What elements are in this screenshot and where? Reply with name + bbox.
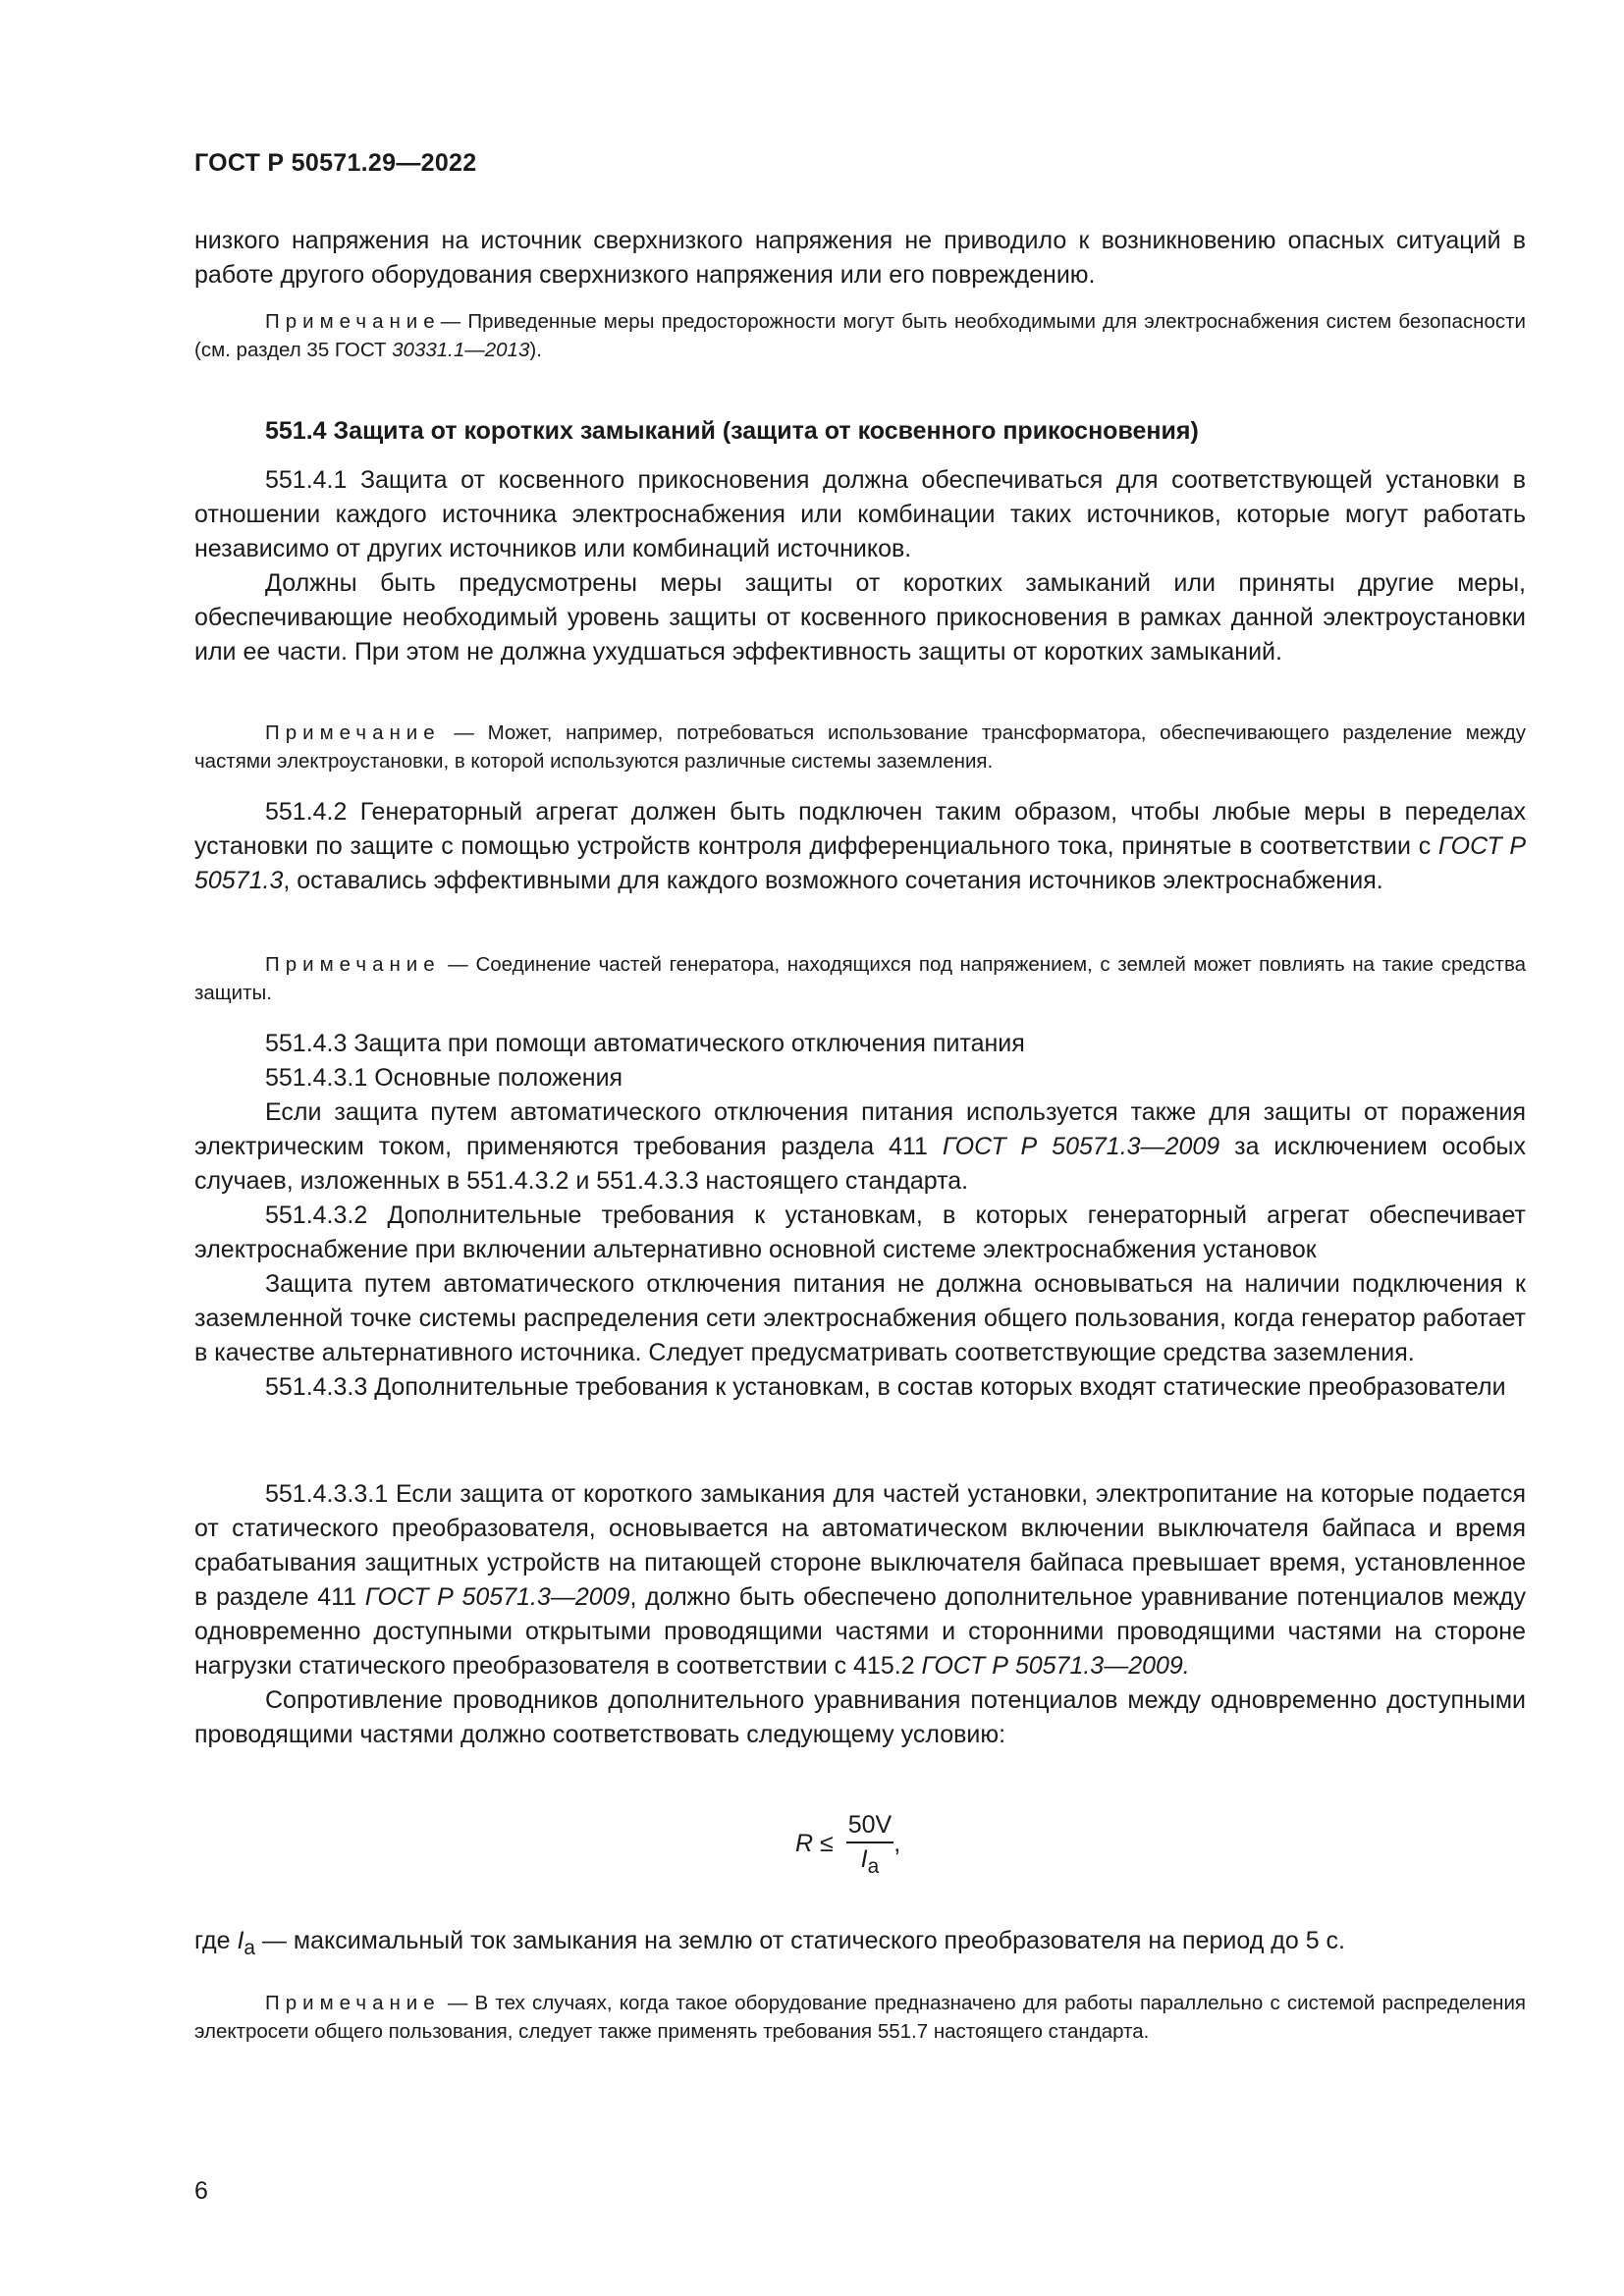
paragraph-551-4-2: 551.4.2 Генераторный агрегат должен быть подключен таким образом, чтобы любые меры в переделах установки по защите с помощью устройств контроля дифференциального тока, принятые в соответствии с ГОСТ Р 50571.3, оставались эффективными для каждого возможного сочетания источников электроснабжения. bbox=[194, 798, 1526, 894]
paragraph-551-4-1: 551.4.1 Защита от косвенного прикосновения должна обеспечиваться для соответствующей установки в отношении каждого источника электроснабжения или комбинации таких источников, которые могут работать независимо от других источников или комбинаций источников. bbox=[194, 466, 1526, 562]
standard-reference: ГОСТ Р 50571.3—2009 bbox=[364, 1583, 630, 1611]
formula-legend: где $I_a$ — максимальный ток замыкания на землю от статического преобразователя на период до 5 с. bbox=[194, 1927, 1345, 1959]
paragraph-general: Если защита путем автоматического отключения питания используется также для защиты от поражения электрическим током, применяются требования раздела 411 ГОСТ Р 50571.3—2009 за исключением особых случаев, изложенных в 551.4.3.2 и 551.4.3.3 настоящего стандарта. bbox=[194, 1098, 1527, 1195]
note-label: Примечание bbox=[265, 310, 441, 333]
formula-fraction: $\frac{50V}{I_a}$ bbox=[847, 1811, 893, 1878]
paragraph-551-4-3-1: 551.4.3.1 Основные положения bbox=[265, 1064, 623, 1092]
standard-reference: 30331.1—2013 bbox=[392, 339, 530, 361]
note-2: Примечание — Может, например, потребоваться использование трансформатора, обеспечивающего разделение между частями электроустановки, в которой используются различные системы заземления. bbox=[194, 721, 1526, 773]
standard-reference: ГОСТ Р 50571.3 bbox=[194, 832, 1526, 894]
note-label: Примечание bbox=[265, 721, 441, 744]
note-4: Примечание — В тех случаях, когда такое оборудование предназначено для работы параллельно с системой распределения электросети общего пользования, следует также применять требования 551.7 настоящего стандарта. bbox=[194, 1992, 1526, 2043]
standard-reference: ГОСТ Р 50571.3—2009. bbox=[921, 1652, 1190, 1680]
note-label: Примечание bbox=[265, 1992, 441, 2014]
note-1: Примечание— Приведенные меры предосторожности могут быть необходимыми для электроснабжения систем безопасности (см. раздел 35 ГОСТ 30331.1—2013). bbox=[194, 310, 1526, 361]
paragraph-resistance: Сопротивление проводников дополнительного уравнивания потенциалов между одновременно доступными проводящими частями должно соответствовать следующему условию: bbox=[194, 1686, 1526, 1748]
resistance-formula: R ≤ $\frac{50V}{I_a}$ , bbox=[795, 1811, 901, 1878]
paragraph-551-4-3: 551.4.3 Защита при помощи автоматического отключения питания bbox=[265, 1030, 1025, 1057]
section-551-4-body bbox=[194, 463, 1526, 669]
paragraph-protection: Защита путем автоматического отключения питания не должна основываться на наличии подключения к заземленной точке системы распределения сети электроснабжения общего пользования, когда генератор работает в качестве альтернативного источника. Следует предусматривать соответствующие средства заземления. bbox=[194, 1270, 1526, 1366]
paragraph-measures: Должны быть предусмотрены меры защиты от коротких замыканий или приняты другие меры, обеспечивающие необходимый уровень защиты от косвенного прикосновения в рамках данной электроустановки или ее части. При этом не должна ухудшаться эффективность защиты от коротких замыканий. bbox=[194, 569, 1526, 666]
document-header: ГОСТ Р 50571.29—2022 bbox=[194, 149, 477, 177]
paragraph-551-4-3-2: 551.4.3.2 Дополнительные требования к установкам, в которых генераторный агрегат обеспечивает электроснабжение при включении альтернативно основной системе электроснабжения установок bbox=[194, 1201, 1526, 1263]
paragraph-551-4-3-3: 551.4.3.3 Дополнительные требования к установкам, в состав которых входят статические преобразователи bbox=[265, 1373, 1506, 1401]
section-551-4-3 bbox=[194, 1027, 1526, 1405]
note-3: Примечание — Соединение частей генератора, находящихся под напряжением, с землей может повлиять на такие средства защиты. bbox=[194, 953, 1526, 1004]
note-label: Примечание bbox=[265, 953, 441, 976]
standard-reference: ГОСТ Р 50571.3—2009 bbox=[942, 1133, 1220, 1160]
paragraph-551-4-3-3-1: 551.4.3.3.1 Если защита от короткого замыкания для частей установки, электропитание на которые подается от статического преобразователя, основывается на автоматическом включении выключателя байпаса и время срабатывания защитных устройств на питающей стороне выключателя байпаса превышает время, установленное в разделе 411 ГОСТ Р 50571.3—2009, должно быть обеспечено дополнительное уравнивание потенциалов между одновременно доступными открытыми проводящими частями и сторонними проводящими частями на стороне нагрузки статического преобразователя в соответствии с 415.2 ГОСТ Р 50571.3—2009. Сопротивление проводников дополнительного уравнивания потенциалов между одновременно доступными проводящими частями должно соответствовать следующему условию: bbox=[194, 1477, 1526, 1752]
continuation-paragraph: низкого напряжения на источник сверхнизкого напряжения не приводило к возникновению опасных ситуаций в работе другого оборудования сверхнизкого напряжения или его повреждению. bbox=[194, 227, 1526, 289]
section-heading-551-4: 551.4 Защита от коротких замыканий (защита от косвенного прикосновения) bbox=[265, 417, 1199, 445]
page-number: 6 bbox=[194, 2177, 208, 2205]
